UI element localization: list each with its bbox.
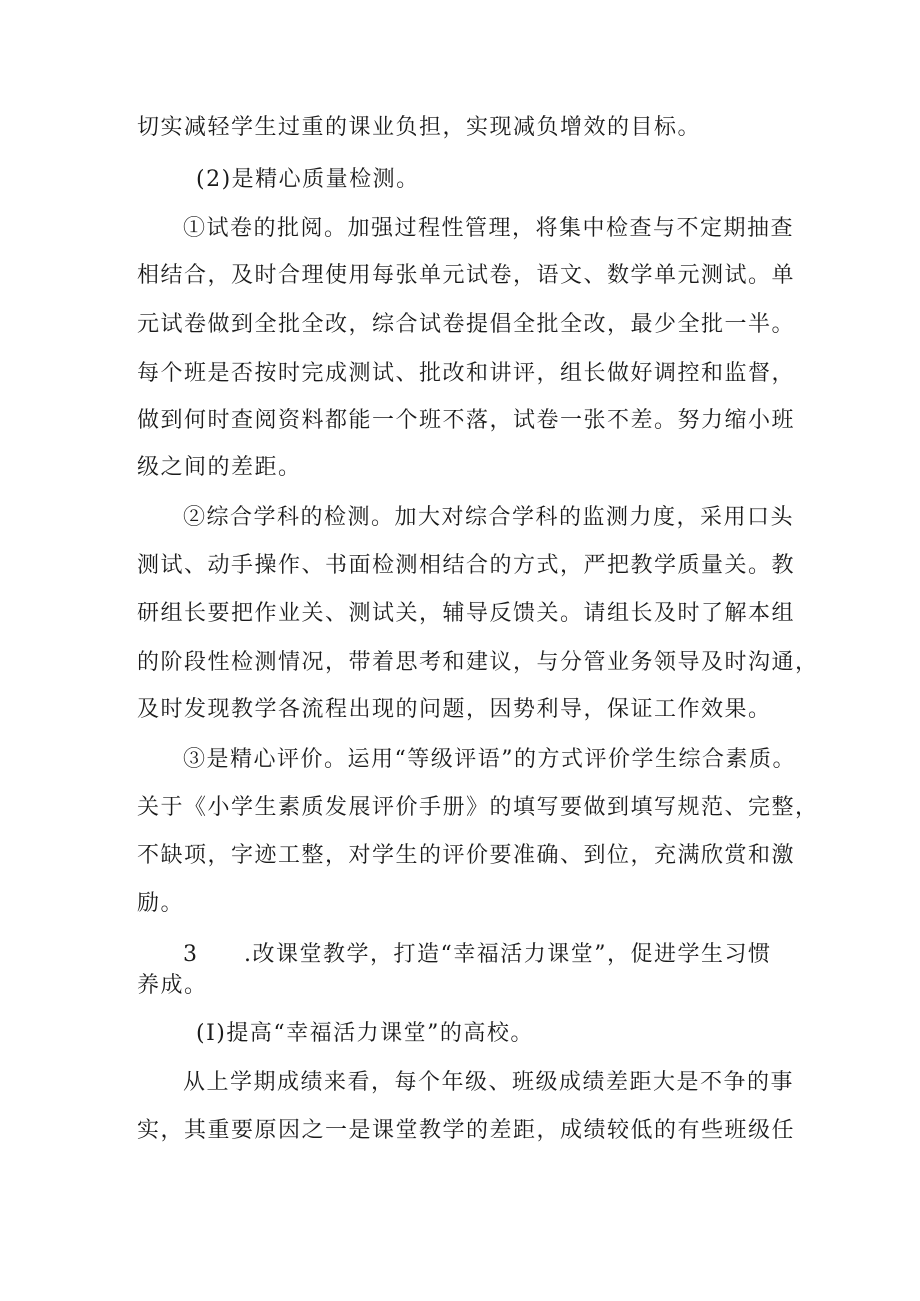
text-line: 切实减轻学生过重的课业负担，实现减负增效的目标。 xyxy=(137,115,702,140)
paragraph-line: ③是精心评价。运用“等级评语”的方式评价学生综合素质。 xyxy=(183,747,796,772)
paragraph-line: 从上学期成绩来看，每个年级、班级成绩差距大是不争的事 xyxy=(183,1070,795,1095)
text-line: 相结合，及时合理使用每张单元试卷，语文、数学单元测试。单 xyxy=(137,263,796,288)
paragraph-line: ②综合学科的检测。加大对综合学科的监测力度，采用口头 xyxy=(183,505,795,530)
text-line: 不缺项，字迹工整，对学生的评价要准确、到位，充满欣赏和激 xyxy=(137,843,796,868)
section-heading: .改课堂教学，打造“幸福活力课堂”，促进学生习惯 xyxy=(244,942,772,967)
subheading: (I)提高“幸福活力课堂”的高校。 xyxy=(196,1021,534,1046)
paragraph-line: ①试卷的批阅。加强过程性管理，将集中检查与不定期抽查 xyxy=(183,216,795,241)
text-line: 级之间的差距。 xyxy=(137,455,302,480)
text-line: 实，其重要原因之一是课堂教学的差距，成绩较低的有些班级任 xyxy=(137,1118,796,1143)
text-line: 做到何时查阅资料都能一个班不落，试卷一张不差。努力缩小班 xyxy=(137,408,796,433)
text-line: 关于《小学生素质发展评价手册》的填写要做到填写规范、完整， xyxy=(137,795,819,820)
text-line: 每个班是否按时完成测试、批改和讲评，组长做好调控和监督， xyxy=(137,361,796,386)
text-line: 励。 xyxy=(137,891,185,916)
text-line: 研组长要把作业关、测试关，辅导反馈关。请组长及时了解本组 xyxy=(137,601,796,626)
section-number: 3 xyxy=(183,942,197,967)
text-line: 养成。 xyxy=(137,973,208,998)
subheading: (2)是精心质量检测。 xyxy=(196,167,420,192)
text-line: 元试卷做到全批全改，综合试卷提倡全批全改，最少全批一半。 xyxy=(137,312,796,337)
text-line: 测试、动手操作、书面检测相结合的方式，严把教学质量关。教 xyxy=(137,553,796,578)
text-line: 及时发现教学各流程出现的问题，因势利导，保证工作效果。 xyxy=(137,697,772,722)
text-line: 的阶段性检测情况，带着思考和建议，与分管业务领导及时沟通， xyxy=(137,650,819,675)
